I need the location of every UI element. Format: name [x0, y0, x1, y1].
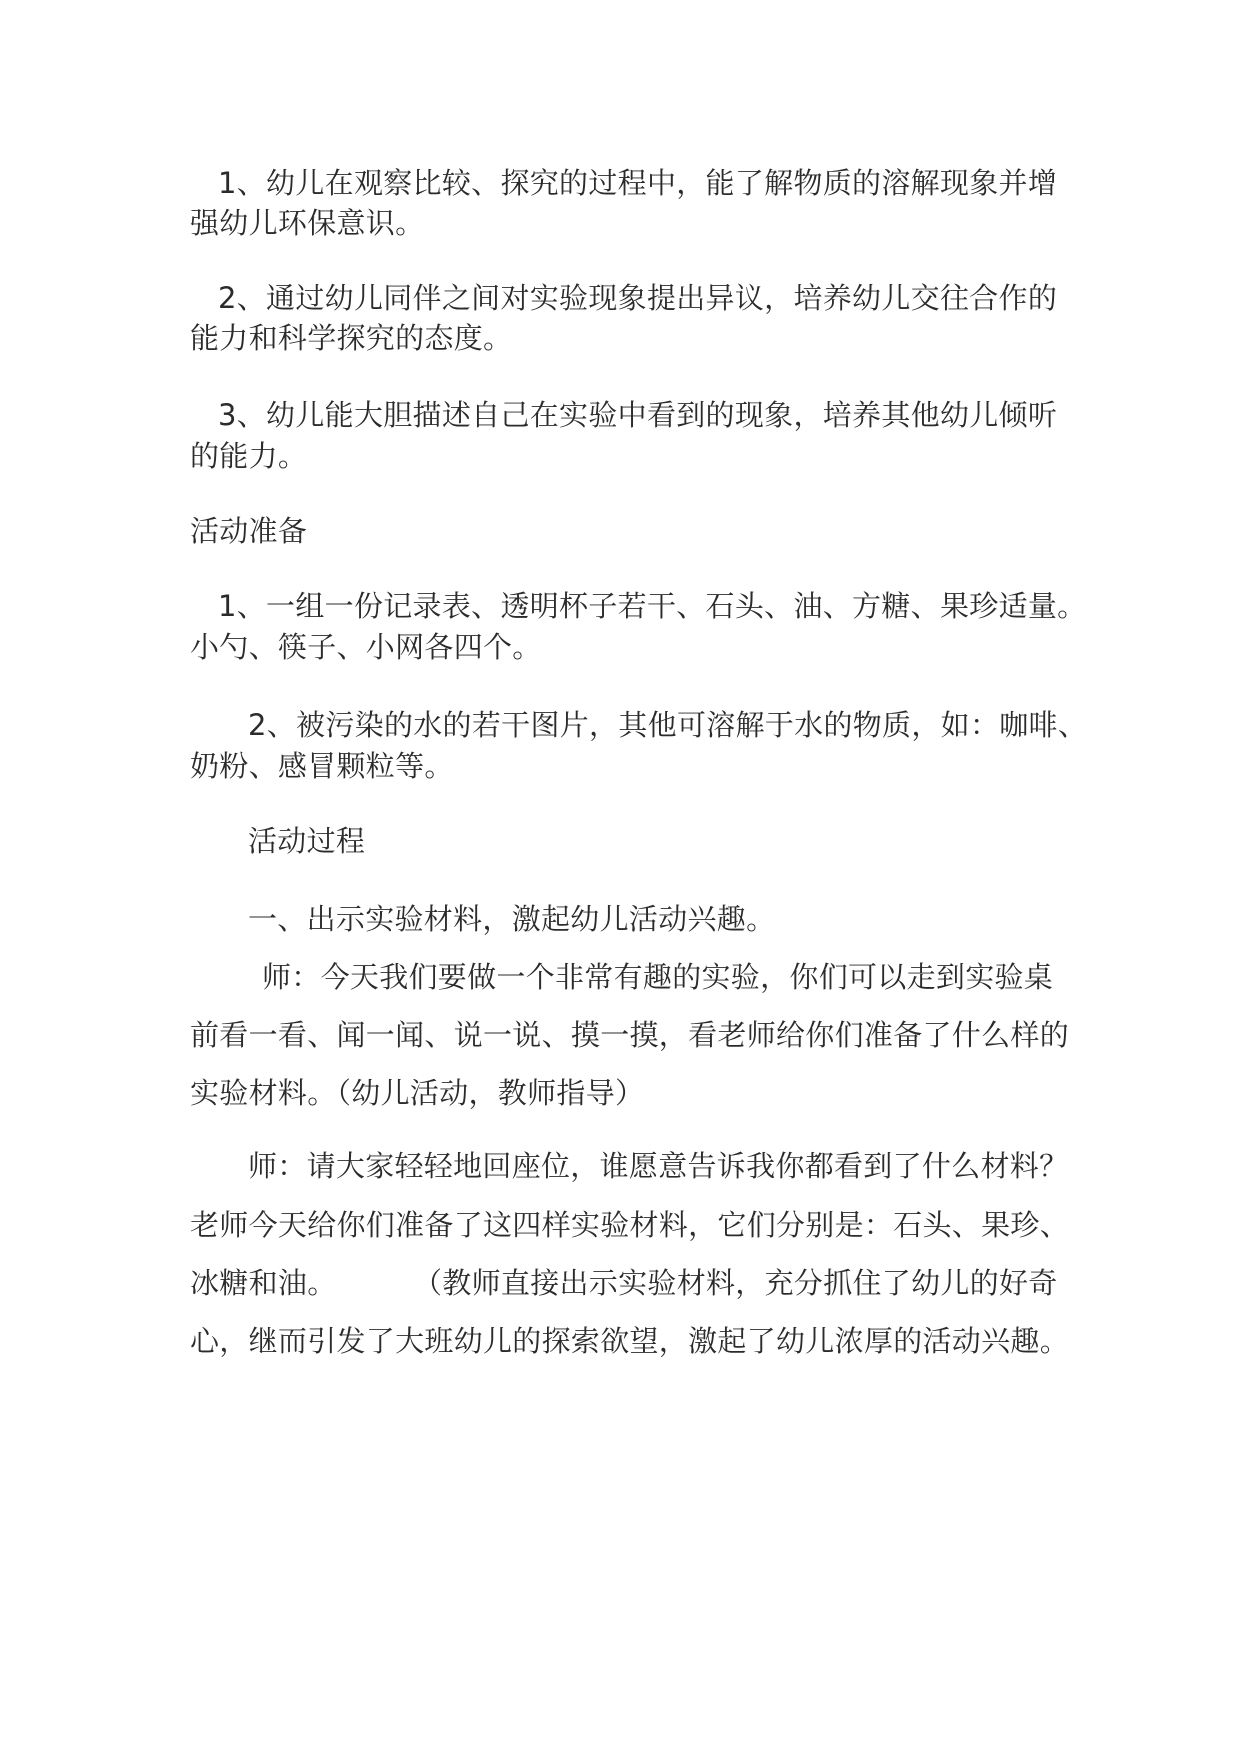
preparation-heading: 活动准备 [190, 514, 308, 548]
paragraph-2-line-4: 心，继而引发了大班幼儿的探索欲望，激起了幼儿浓厚的活动兴趣。 [190, 1324, 1070, 1358]
goal-2-line-1: 2、通过幼儿同伴之间对实验现象提出异议，培养幼儿交往合作的 [218, 281, 1058, 315]
goal-3-line-2: 的能力。 [190, 439, 308, 473]
process-step-1-title: 一、出示实验材料，激起幼儿活动兴趣。 [248, 902, 776, 936]
goal-1-line-2: 强幼儿环保意识。 [190, 206, 425, 240]
paragraph-1-line-1: 师：今天我们要做一个非常有趣的实验，你们可以走到实验桌 [262, 960, 1054, 994]
paragraph-2-line-3-end: （教师直接出示实验材料，充分抓住了幼儿的好奇 [413, 1266, 1058, 1300]
paragraph-1-line-3: 实验材料。（幼儿活动，教师指导） [190, 1076, 645, 1110]
goal-3-line-1: 3、幼儿能大胆描述自己在实验中看到的现象，培养其他幼儿倾听 [218, 398, 1058, 432]
preparation-2-line-2: 奶粉、感冒颗粒等。 [190, 749, 454, 783]
goal-1-line-1: 1、幼儿在观察比较、探究的过程中，能了解物质的溶解现象并增 [218, 166, 1058, 200]
preparation-2-line-1: 2、被污染的水的若干图片，其他可溶解于水的物质，如：咖啡、 [248, 708, 1088, 742]
paragraph-2-line-1: 师：请大家轻轻地回座位，谁愿意告诉我你都看到了什么材料？ [248, 1149, 1069, 1183]
paragraph-2-line-3-start: 冰糖和油。 [190, 1266, 337, 1300]
paragraph-2-line-2: 老师今天给你们准备了这四样实验材料，它们分别是：石头、果珍、 [190, 1208, 1070, 1242]
process-heading: 活动过程 [248, 824, 366, 858]
preparation-1-line-2: 小勺、筷子、小网各四个。 [190, 630, 542, 664]
goal-2-line-2: 能力和科学探究的态度。 [190, 321, 513, 355]
paragraph-1-line-2: 前看一看、闻一闻、说一说、摸一摸，看老师给你们准备了什么样的 [190, 1018, 1070, 1052]
preparation-1-line-1: 1、一组一份记录表、透明杯子若干、石头、油、方糖、果珍适量。 [218, 589, 1087, 623]
